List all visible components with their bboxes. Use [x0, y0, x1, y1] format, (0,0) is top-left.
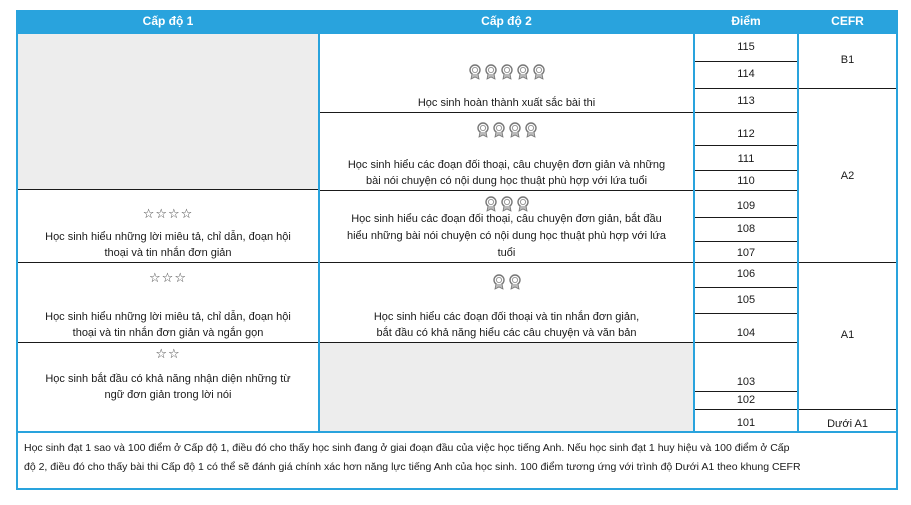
medal-badge-icon — [532, 64, 546, 80]
cefr-line-2 — [799, 262, 896, 263]
cefr-below-a1: Dưới A1 — [827, 418, 868, 430]
cefr-line-3 — [799, 409, 896, 410]
badge-group-3 — [320, 196, 693, 212]
l1-line-2 — [18, 262, 318, 263]
level1-row3-line1: Học sinh bắt đầu có khả năng nhận diện những từ — [45, 373, 291, 385]
empty-cell-level2-bottom — [320, 343, 693, 431]
score-line — [695, 287, 797, 288]
badge-group-2 — [320, 274, 693, 290]
l1-line-3 — [18, 342, 318, 343]
footer-line2: độ 2, điều đó cho thấy bài thi Cấp độ 1 có thể sẽ đánh giá chính xác hơn năng lực tiếng Anh của học sinh. 100 điểm tương ứng với trình độ Dưới A1 theo khung CEFR — [24, 461, 801, 473]
score-102: 102 — [736, 394, 756, 406]
l2-line-1 — [320, 112, 693, 113]
score-111: 111 — [737, 153, 755, 165]
level1-row1-line2: thoại và tin nhắn đơn giản — [104, 247, 232, 259]
score-line — [695, 170, 797, 171]
badge-group-5 — [320, 64, 693, 80]
border-right — [896, 10, 898, 490]
header-score: Điểm — [695, 10, 797, 32]
medal-badge-icon — [516, 64, 530, 80]
score-line — [695, 112, 797, 113]
stars-3-icon: ☆☆☆ — [149, 270, 187, 285]
medal-badge-icon — [484, 64, 498, 80]
medal-badge-icon — [484, 196, 498, 212]
score-line — [695, 409, 797, 410]
border-header-bottom — [16, 32, 898, 34]
level2-row1-text: Học sinh hoàn thành xuất sắc bài thi — [417, 97, 596, 109]
score-line — [695, 342, 797, 343]
header-level2: Cấp độ 2 — [320, 10, 693, 32]
header-level1: Cấp độ 1 — [18, 10, 318, 32]
level2-row2-line2: bài nói chuyện có nội dung học thuật phù hợp với lứa tuổi — [365, 175, 648, 187]
cefr-a1: A1 — [840, 329, 855, 341]
l2-line-3 — [320, 262, 693, 263]
score-line — [695, 217, 797, 218]
score-112: 112 — [737, 128, 755, 140]
score-line — [695, 241, 797, 242]
level1-row2-line2: thoại và tin nhắn đơn giản và ngắn gọn — [72, 327, 264, 339]
badge-group-4 — [320, 122, 693, 138]
medal-badge-icon — [516, 196, 530, 212]
score-103: 103 — [736, 376, 756, 388]
score-line — [695, 313, 797, 314]
score-101: 101 — [736, 417, 756, 429]
medal-badge-icon — [500, 64, 514, 80]
medal-badge-icon — [492, 122, 506, 138]
score-line — [695, 61, 797, 62]
l2-line-4 — [320, 342, 693, 343]
header-cefr: CEFR — [799, 10, 896, 32]
stars-2-icon: ☆☆ — [155, 346, 181, 361]
level1-row3-line2: ngữ đơn giản trong lời nói — [104, 389, 232, 401]
medal-badge-icon — [500, 196, 514, 212]
medal-badge-icon — [492, 274, 506, 290]
score-106: 106 — [736, 268, 756, 280]
score-104: 104 — [736, 327, 756, 339]
level1-row2-line1: Học sinh hiểu những lời miêu tả, chỉ dẫn, đoạn hội — [45, 311, 291, 323]
medal-badge-icon — [524, 122, 538, 138]
medal-badge-icon — [476, 122, 490, 138]
level2-row3-line2: hiểu những bài nói chuyện có nội dung học thuật phù hợp với lứa — [346, 230, 667, 242]
score-110: 110 — [737, 175, 755, 187]
cefr-a2: A2 — [840, 170, 855, 182]
level2-row4-line1: Học sinh hiểu các đoạn đối thoại và tin nhắn đơn giản, — [373, 311, 640, 323]
cefr-line-1 — [799, 88, 896, 89]
score-109: 109 — [736, 200, 756, 212]
stars-4-icon: ☆☆☆☆ — [142, 206, 194, 221]
medal-badge-icon — [468, 64, 482, 80]
medal-badge-icon — [508, 274, 522, 290]
level1-row1-line1: Học sinh hiểu những lời miêu tả, chỉ dẫn, đoạn hội — [45, 231, 291, 243]
score-108: 108 — [736, 223, 756, 235]
score-115: 115 — [737, 41, 755, 53]
score-105: 105 — [736, 294, 756, 306]
col-sep-3 — [797, 10, 799, 433]
medal-badge-icon — [508, 122, 522, 138]
level2-row4-line2: bắt đầu có khả năng hiểu các câu chuyện và văn bản — [376, 327, 637, 339]
border-bottom — [16, 488, 898, 490]
score-107: 107 — [736, 247, 756, 259]
level2-row3-line1: Học sinh hiểu các đoạn đối thoại, câu chuyện đơn giản, bắt đầu — [351, 213, 662, 225]
level2-row3-line3: tuổi — [497, 247, 516, 259]
score-line — [695, 262, 797, 263]
empty-cell-level1-top — [18, 34, 318, 190]
cefr-b1: B1 — [840, 54, 855, 66]
score-113: 113 — [737, 95, 755, 107]
border-table-bottom — [16, 431, 898, 433]
footer-line1: Học sinh đạt 1 sao và 100 điểm ở Cấp độ 1, điều đó cho thấy học sinh đang ở giai đoạn đầu của việc học tiếng Anh. Nếu học sinh đạt 1 huy hiệu và 100 điểm ở Cấp — [24, 442, 790, 454]
score-line — [695, 88, 797, 89]
score-line — [695, 190, 797, 191]
score-line — [695, 145, 797, 146]
level2-row2-line1: Học sinh hiểu các đoạn đối thoại, câu chuyện đơn giản và những — [347, 159, 666, 171]
l1-line-1 — [18, 189, 318, 190]
score-line — [695, 391, 797, 392]
l2-line-2 — [320, 190, 693, 191]
score-114: 114 — [737, 68, 755, 80]
